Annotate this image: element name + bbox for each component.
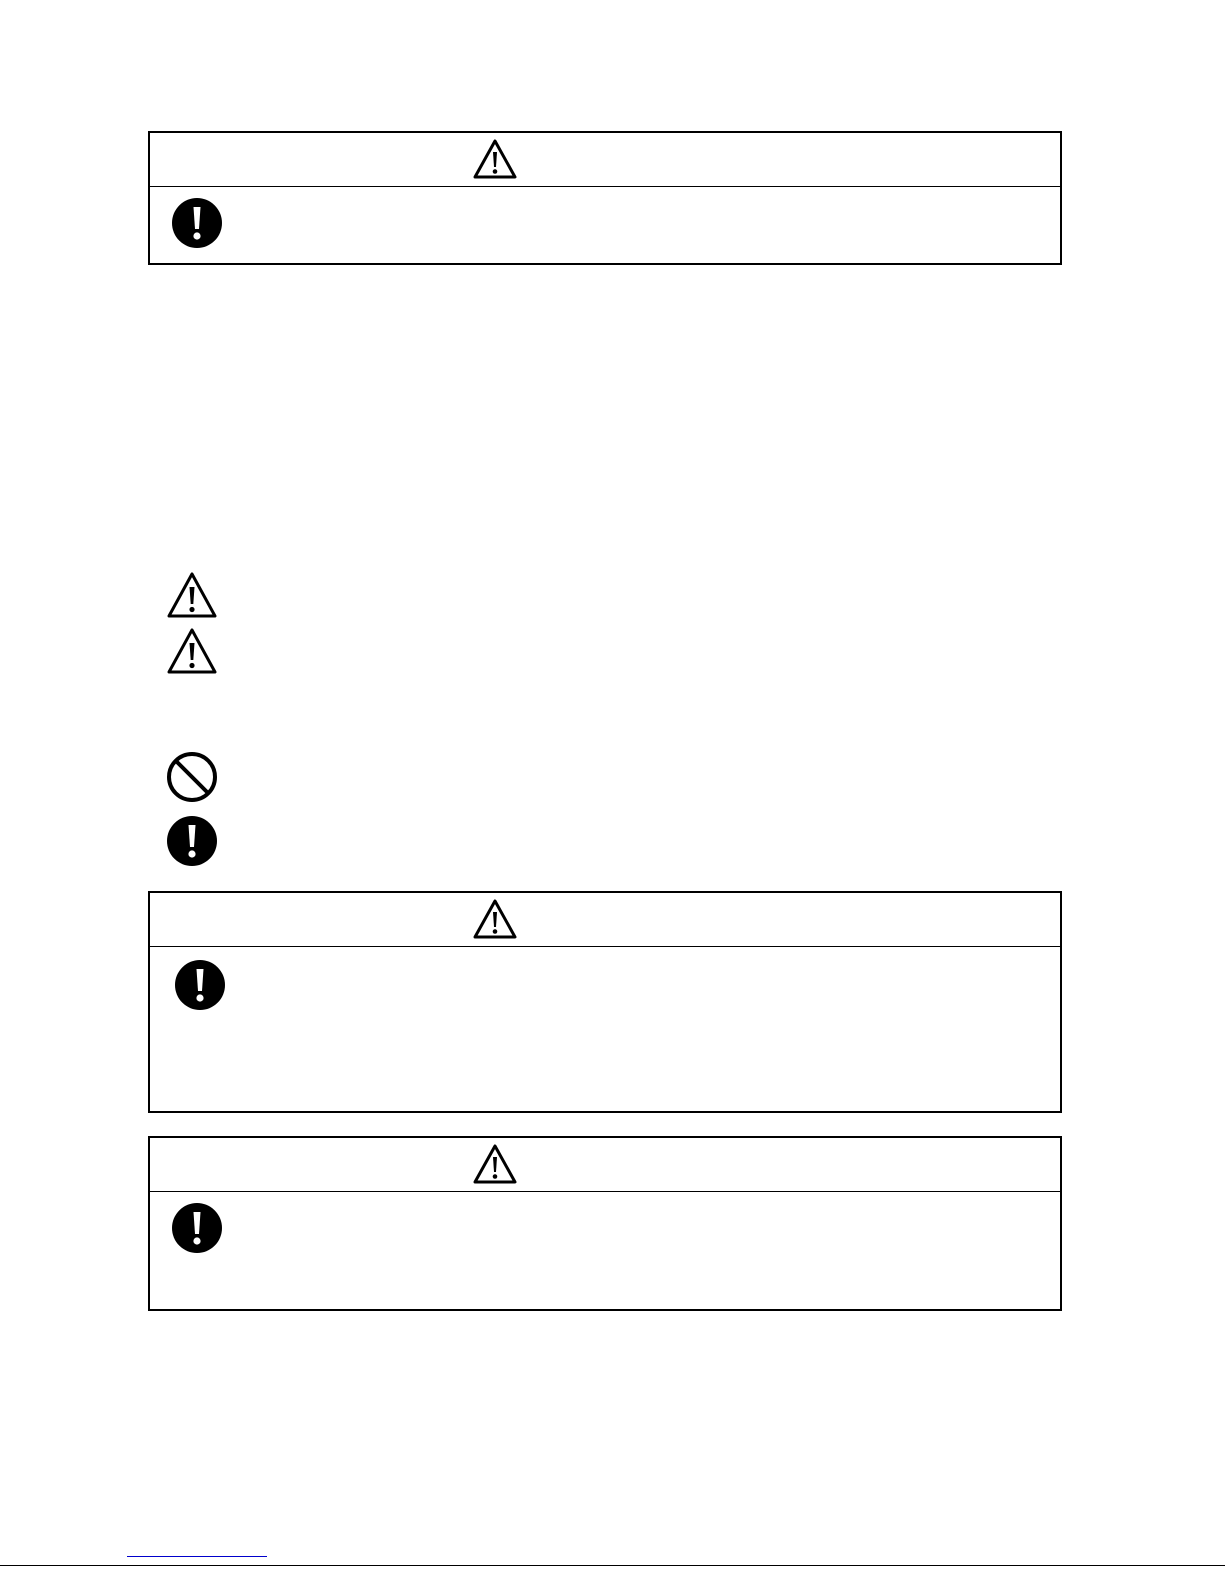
warning-box-header — [150, 133, 1060, 187]
warning-triangle-icon — [166, 627, 218, 675]
mandatory-action-icon — [171, 197, 223, 249]
footer-link-underline[interactable] — [127, 1556, 267, 1557]
warning-triangle-icon — [472, 898, 518, 940]
warning-box-3 — [148, 1136, 1062, 1311]
mandatory-action-icon — [166, 815, 218, 867]
warning-triangle-icon — [472, 1143, 518, 1185]
mandatory-action-icon — [171, 1202, 223, 1254]
warning-box-header — [150, 893, 1060, 947]
footer-rule — [0, 1565, 1225, 1566]
mandatory-action-icon — [174, 959, 226, 1011]
warning-box-header — [150, 1138, 1060, 1192]
prohibited-icon — [166, 751, 218, 803]
warning-triangle-icon — [472, 138, 518, 180]
warning-box-1 — [148, 131, 1062, 265]
warning-triangle-icon — [166, 571, 218, 619]
warning-box-2 — [148, 891, 1062, 1113]
